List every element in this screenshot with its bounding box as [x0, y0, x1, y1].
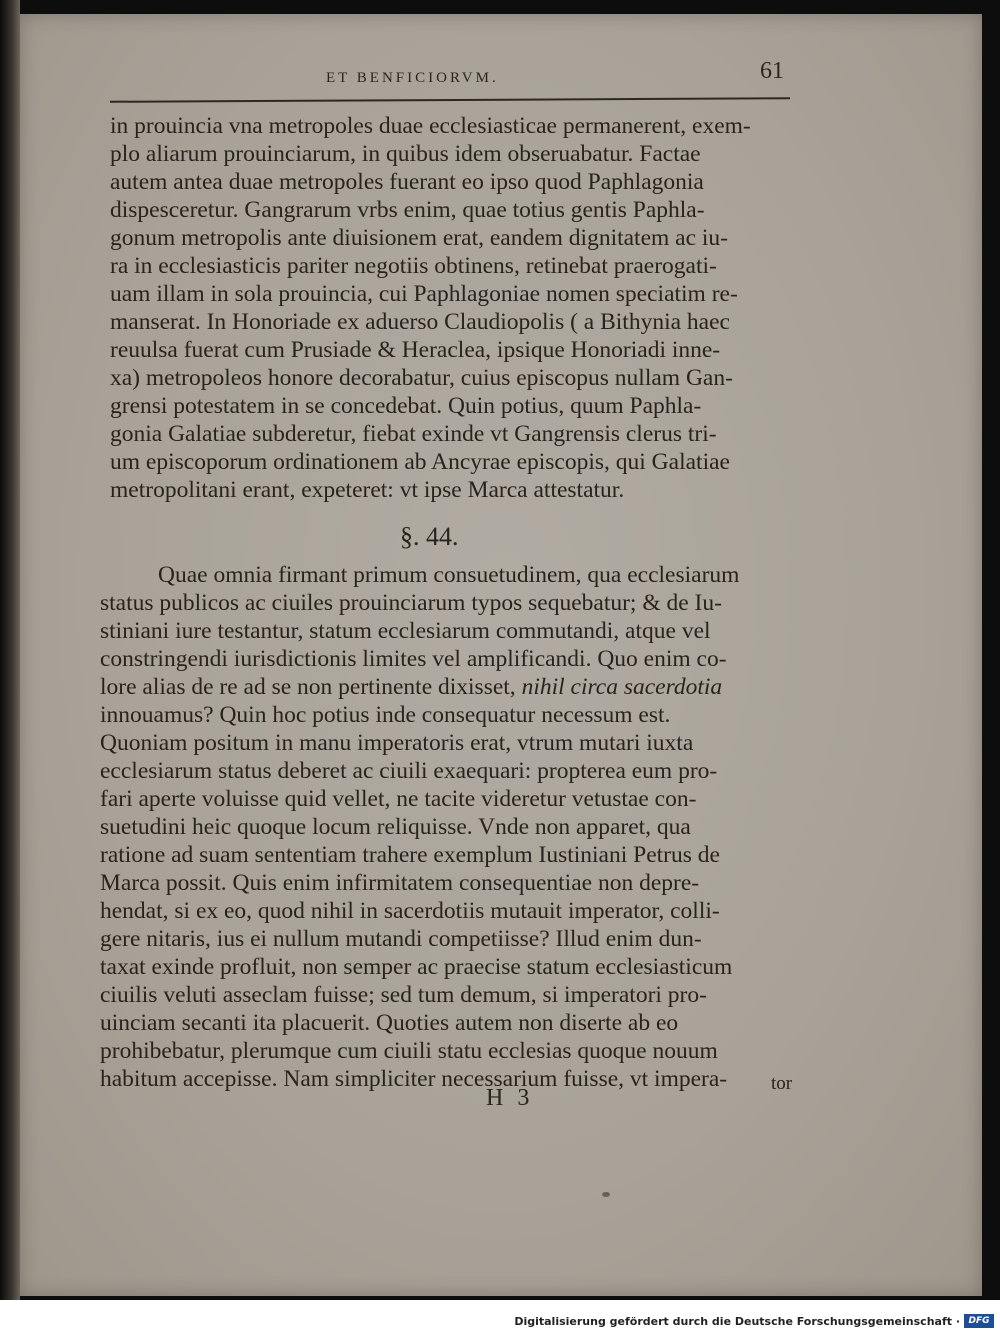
- text-line: plo aliarum prouinciarum, in quibus idem obseruabatur. Factae: [110, 141, 701, 167]
- text-line: gonum metropolis ante diuisionem erat, eandem dignitatem ac iu-: [110, 225, 729, 251]
- text-line: autem antea duae metropoles fuerant eo ipso quod Paphlagonia: [110, 169, 704, 195]
- text-line: dispesceretur. Gangrarum vrbs enim, quae totius gentis Paphla-: [110, 197, 705, 223]
- text-line: taxat exinde profluit, non semper ac praecise statum ecclesiasticum: [100, 954, 733, 980]
- text-line: Quae omnia firmant primum consuetudinem, qua ecclesiarum: [158, 562, 740, 588]
- catchword: tor: [771, 1073, 793, 1094]
- text-line: ecclesiarum status deberet ac ciuili exaequari: propterea eum pro-: [100, 758, 718, 784]
- text-line: metropolitani erant, expeteret: vt ipse Marca attestatur.: [110, 477, 625, 503]
- text-line: suetudini heic quoque locum reliquisse. Vnde non apparet, qua: [100, 814, 691, 840]
- section-heading: §. 44.: [400, 522, 459, 551]
- text-line: uinciam secanti ita placuerit. Quoties autem non diserte ab eo: [100, 1010, 679, 1036]
- italic-quote: nihil circa sacerdotia: [521, 674, 723, 700]
- text-line: prohibebatur, plerumque cum ciuili statu ecclesias quoque nouum: [100, 1038, 718, 1064]
- text-line: uam illam in sola prouincia, cui Paphlagoniae nomen speciatim re-: [110, 281, 738, 307]
- text-line: um episcoporum ordinationem ab Ancyrae episcopis, qui Galatiae: [110, 449, 730, 475]
- text-line: Marca possit. Quis enim infirmitatem consequentiae non depre-: [100, 870, 700, 896]
- text-line: Quoniam positum in manu imperatoris erat, vtrum mutari iuxta: [100, 730, 694, 756]
- text-line: status publicos ac ciuiles prouinciarum typos sequebatur; & de Iu-: [100, 590, 722, 616]
- text-line: stiniani iure testantur, statum ecclesiarum commutandi, atque vel: [100, 618, 711, 644]
- text-line: manserat. In Honoriade ex aduerso Claudiopolis ( a Bithynia haec: [110, 309, 730, 335]
- text-line: constringendi iurisdictionis limites vel amplificandi. Quo enim co-: [100, 646, 727, 672]
- text-line: [100, 674, 722, 701]
- text-line: ra in ecclesiasticis pariter negotiis obtinens, retinebat praerogati-: [110, 253, 717, 279]
- text-line: gere nitaris, ius ei nullum mutandi competiisse? Illud enim dun-: [100, 926, 702, 952]
- paper-speck: [602, 1192, 610, 1197]
- binding-edge: [0, 0, 20, 1300]
- page-number: 61: [760, 58, 784, 84]
- text-line: in prouincia vna metropoles duae ecclesiasticae permanerent, exem-: [110, 113, 751, 139]
- text-line: habitum accepisse. Nam simpliciter necessarium fuisse, vt impera-: [100, 1066, 728, 1092]
- running-head: ET BENFICIORVM.: [326, 70, 499, 86]
- text-line: ciuilis veluti asseclam fuisse; sed tum demum, si imperatori pro-: [100, 982, 707, 1008]
- dfg-logo-icon[interactable]: DFG: [964, 1314, 994, 1328]
- text-line-start: lore alias de re ad se non pertinente dixisset,: [100, 674, 522, 700]
- signature-mark: H 3: [486, 1085, 534, 1111]
- text-line: hendat, si ex eo, quod nihil in sacerdotiis mutauit imperator, colli-: [100, 898, 720, 924]
- text-line: grensi potestatem in se concedebat. Quin potius, quum Paphla-: [110, 393, 702, 419]
- text-line: fari aperte voluisse quid vellet, ne tacite videretur vetustae con-: [100, 786, 697, 812]
- text-line: innouamus? Quin hoc potius inde consequatur necessum est.: [100, 702, 671, 728]
- text-line: gonia Galatiae subderetur, fiebat exinde vt Gangrensis clerus tri-: [110, 421, 717, 447]
- dfg-credit: Digitalisierung gefördert durch die Deutsche Forschungsgemeinschaft ·: [514, 1315, 960, 1328]
- text-line: ratione ad suam sententiam trahere exemplum Iustiniani Petrus de: [100, 842, 720, 868]
- text-line: reuulsa fuerat cum Prusiade & Heraclea, ipsique Honoriadi inne-: [110, 337, 721, 363]
- text-line: xa) metropoleos honore decorabatur, cuius episcopus nullam Gan-: [110, 365, 733, 391]
